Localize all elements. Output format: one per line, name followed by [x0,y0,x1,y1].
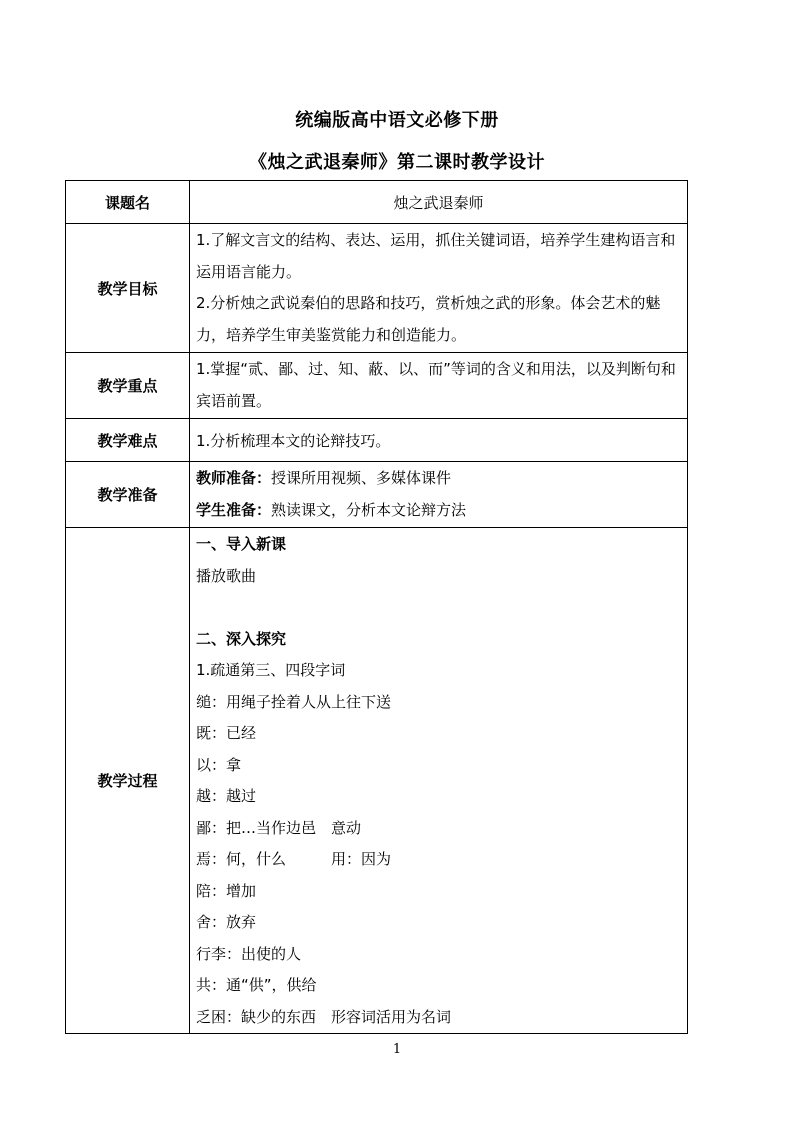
vocab-item: 缒：用绳子拴着人从上往下送 [196,692,392,711]
table-row-topic [66,181,688,224]
table-row-preparation [66,462,688,528]
key-points-text: 1.掌握“贰、鄙、过、知、蔽、以、而”等词的含义和用法，以及判断句和宾语前置。 [196,360,676,410]
document-subtitle: 《烛之武退秦师》第二课时教学设计 [249,152,545,173]
topic-label: 课题名 [66,181,190,224]
vocab-item: 焉：何，什么 用：因为 [196,850,392,868]
key-points-label: 教学重点 [66,353,190,419]
table-row-difficulties [66,419,688,462]
section-intro-text: 播放歌曲 [196,566,257,585]
difficulties-text: 1.分析梳理本文的论辩技巧。 [190,419,688,462]
vocab-item: 鄙：把…当作边邑 意动 [196,818,362,837]
topic-value: 烛之武退秦师 [190,181,688,224]
goals-label: 教学目标 [66,224,190,353]
vocab-item: 共：通“供”，供给 [196,976,317,994]
step-text: 1.疏通第三、四段字词 [196,661,346,679]
lesson-plan-table [65,180,688,1034]
preparation-content [190,462,688,528]
vocab-item: 陪：增加 [196,881,257,900]
table-row-key-points [66,353,688,419]
process-content [190,528,688,1034]
key-points-content [190,353,688,419]
goals-content [190,224,688,353]
document-title: 统编版高中语文必修下册 [295,110,499,131]
table-row-goals [66,224,688,353]
goal-item: 1.了解文言文的结构、表达、运用，抓住关键词语，培养学生建构语言和运用语言能力。 [196,231,676,281]
teacher-preparation-text: 授课所用视频、多媒体课件 [271,469,452,487]
student-preparation-text: 熟读课文，分析本文论辩方法 [271,500,467,519]
vocab-item: 以：拿 [196,755,242,774]
process-label: 教学过程 [66,528,190,1034]
vocab-item: 越：越过 [196,787,257,805]
section-heading-intro: 一、导入新课 [196,535,287,553]
vocab-item: 舍：放弃 [196,913,257,931]
table-row-process [66,528,688,1034]
teacher-preparation-label: 教师准备： [196,469,272,487]
vocab-item: 既：已经 [196,724,257,742]
blank-line [196,592,681,624]
vocab-item: 乏困：缺少的东西 形容词活用为名词 [196,1007,452,1026]
page-number: 1 [392,1042,402,1057]
goal-item: 2.分析烛之武说秦伯的思路和技巧，赏析烛之武的形象。体会艺术的魅力，培养学生审美鉴赏能力和创造能力。 [196,294,661,344]
student-preparation-label: 学生准备： [196,500,272,519]
student-preparation [196,495,681,527]
vocab-item: 行李：出使的人 [196,944,302,963]
teacher-preparation [196,463,681,495]
difficulties-label: 教学难点 [66,419,190,462]
section-heading-explore: 二、深入探究 [196,629,287,648]
preparation-label: 教学准备 [66,462,190,528]
